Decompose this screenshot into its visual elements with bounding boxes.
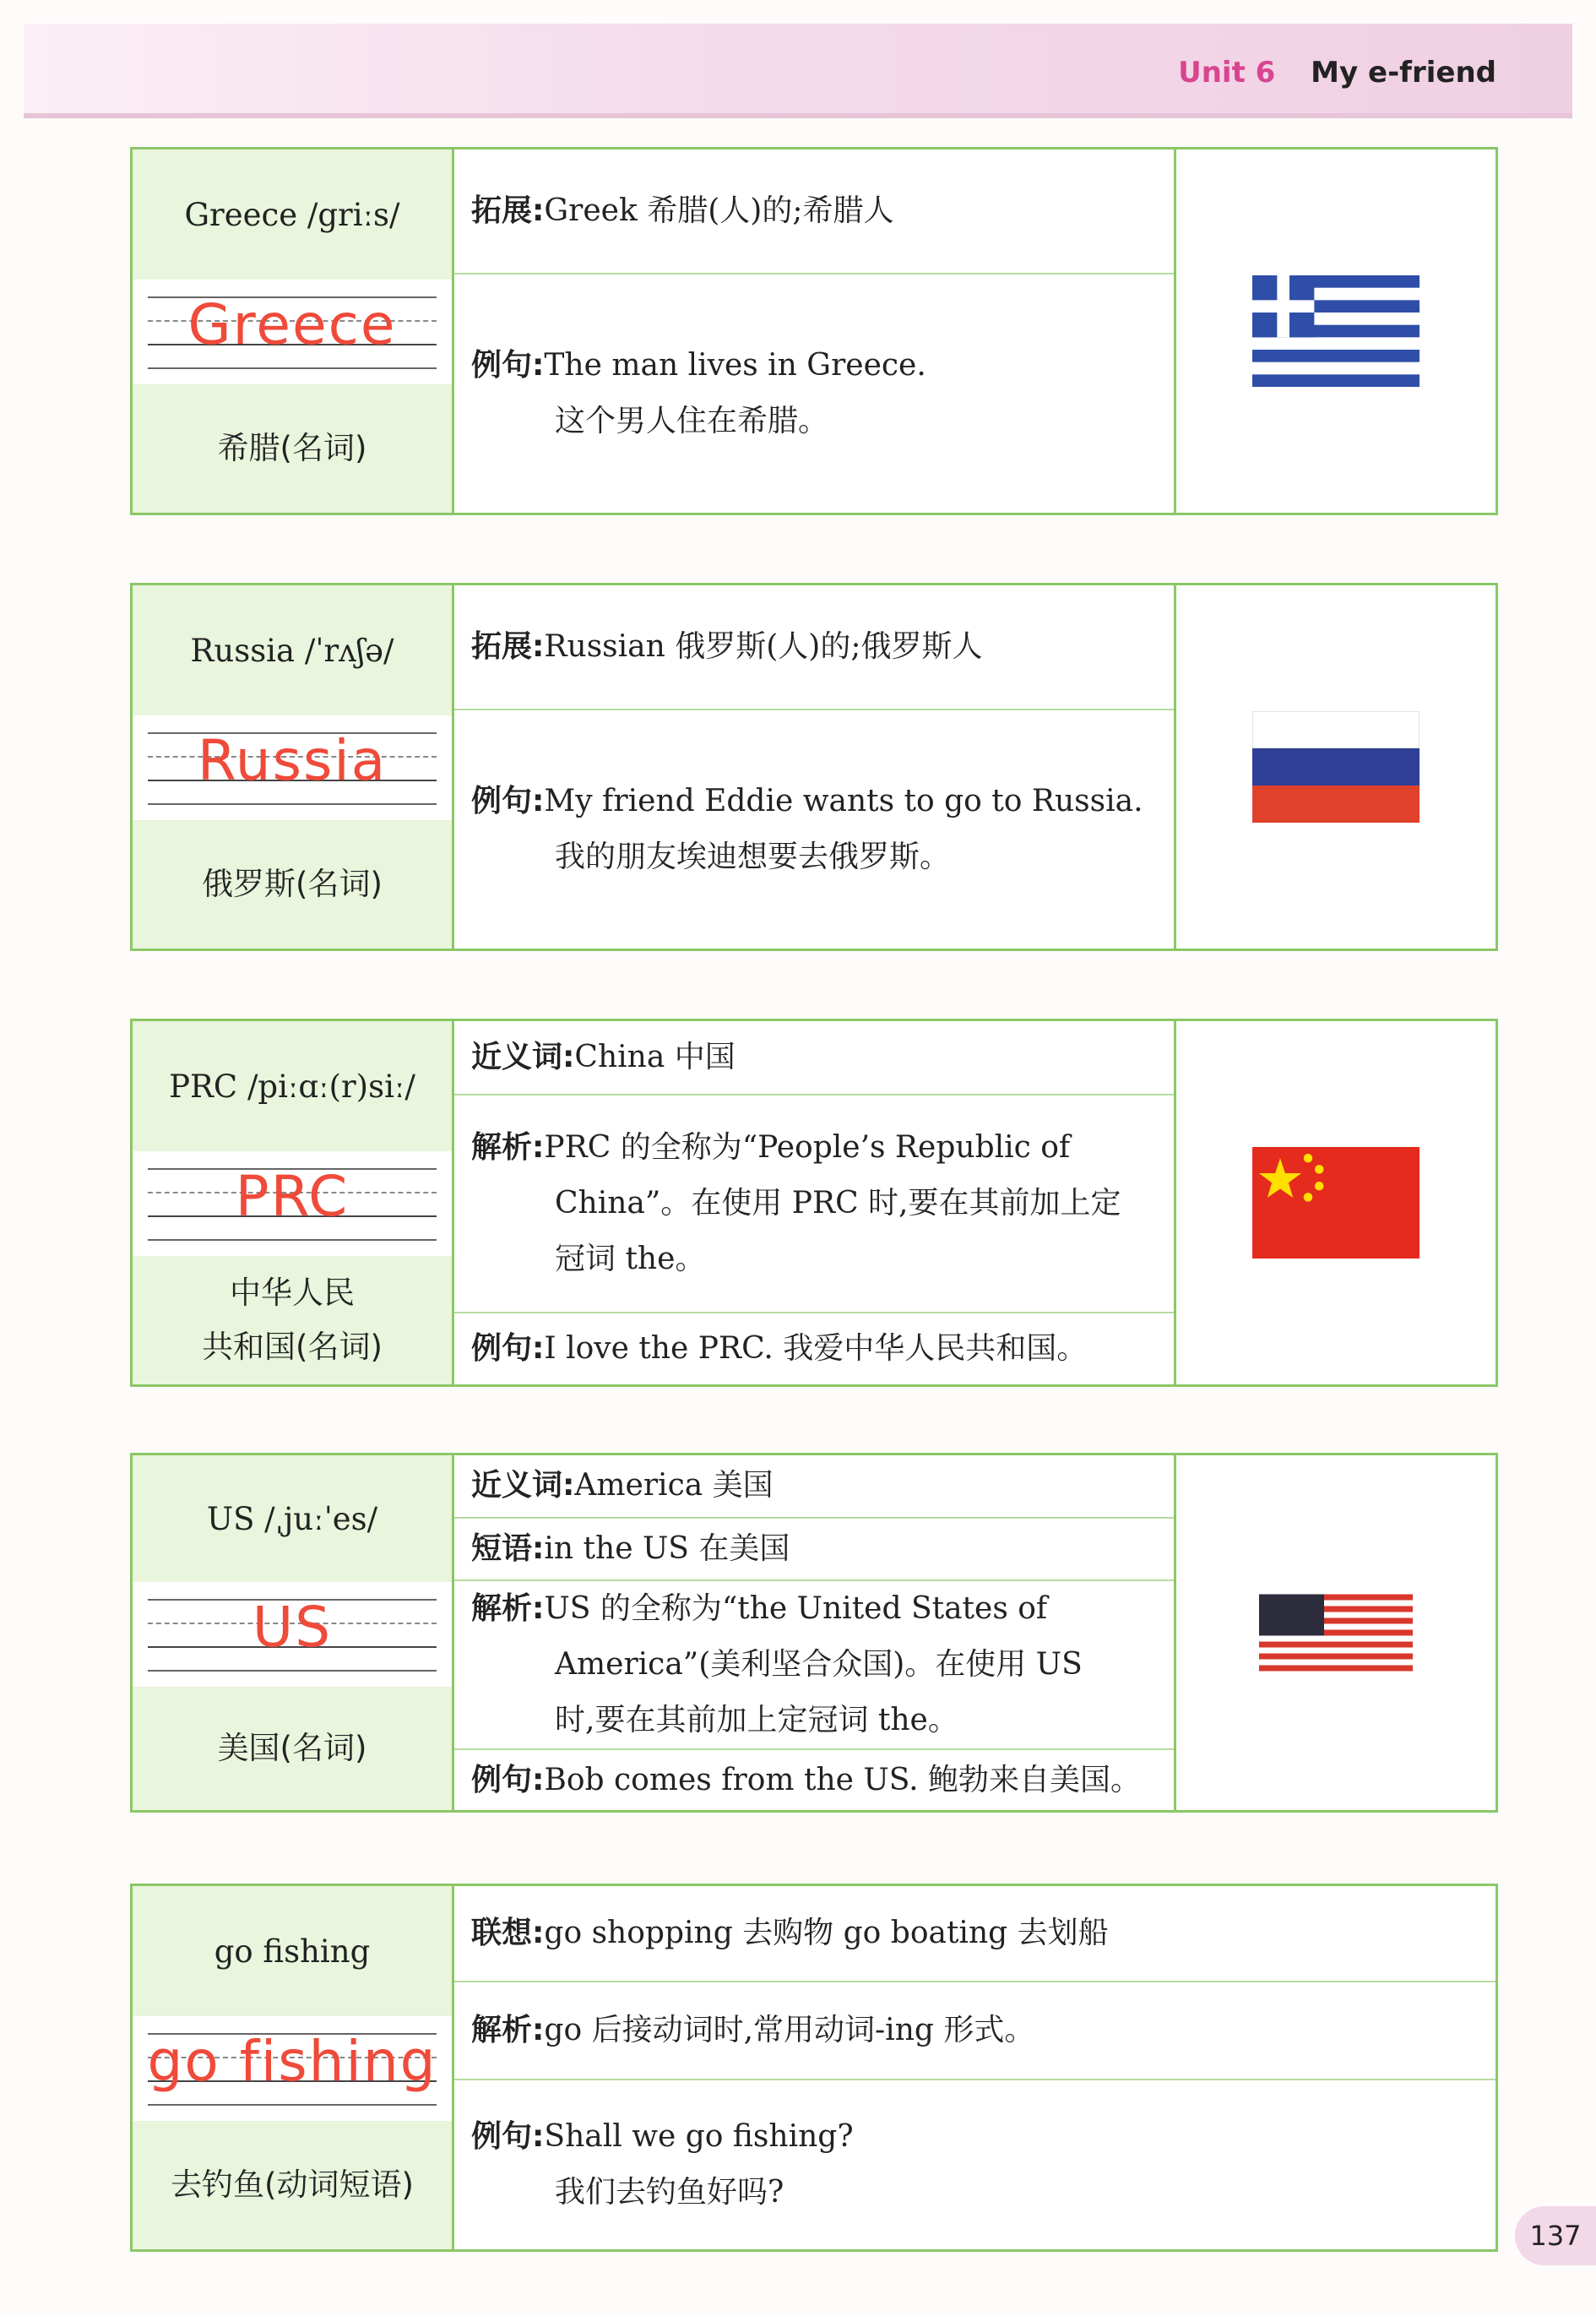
info-column — [454, 585, 1176, 949]
header-title — [1178, 56, 1496, 90]
info-column — [454, 1886, 1496, 2249]
word-column — [133, 585, 454, 949]
word-meaning: 美国(名词) — [217, 1730, 367, 1766]
flag-column — [1176, 585, 1496, 949]
info-row-analysis: 解析:PRC 的全称为“People’s Republic of China”。在使用 PRC 时,要在其前加上定 冠词 the。 — [454, 1095, 1174, 1313]
handwritten-word: Russia — [197, 728, 388, 793]
info-row-synonym: 近义词:America 美国 — [454, 1455, 1174, 1519]
info-row-analysis: 解析:go 后接动词时,常用动词-ing 形式。 — [454, 1982, 1496, 2080]
info-row-extension: 拓展:Greek 希腊(人)的;希腊人 — [454, 150, 1174, 275]
unit-label: Unit 6 — [1178, 56, 1276, 90]
info-row-example: 例句:Bob comes from the US. 鲍勃来自美国。 — [471, 1762, 1142, 1797]
writing-lines — [133, 1582, 452, 1687]
handwritten-word: Greece — [187, 292, 397, 357]
word-column — [133, 1455, 454, 1810]
pronunciation: Greece /griːs/ — [184, 196, 400, 233]
info-row-example: 例句:I love the PRC. 我爱中华人民共和国。 — [471, 1331, 1088, 1366]
writing-lines — [133, 280, 452, 384]
info-row-example: 例句:My friend Eddie wants to go to Russia. 我的朋友埃迪想要去俄罗斯。 — [471, 784, 1143, 874]
info-column — [454, 150, 1176, 513]
pronunciation: PRC /piːɑː(r)siː/ — [169, 1068, 415, 1105]
info-column — [454, 1021, 1176, 1384]
info-row-association: 联想:go shopping 去购物 go boating 去划船 — [454, 1886, 1496, 1982]
info-row-example: 例句:Shall we go fishing? 我们去钓鱼好吗? — [471, 2119, 854, 2210]
vocab-card-go-fishing — [130, 1884, 1498, 2252]
flag-column — [1176, 150, 1496, 513]
info-row-extension: 拓展:Russian 俄罗斯(人)的;俄罗斯人 — [454, 585, 1174, 710]
info-row-example: 例句:The man lives in Greece. 这个男人住在希腊。 — [471, 348, 926, 438]
word-meaning: 中华人民 共和国(名词) — [202, 1275, 383, 1365]
info-row-synonym: 近义词:China 中国 — [454, 1021, 1174, 1095]
flag-column — [1176, 1455, 1496, 1810]
info-row-phrase: 短语:in the US 在美国 — [454, 1519, 1174, 1582]
handwritten-word: go fishing — [147, 2029, 437, 2094]
page-number: 137 — [1515, 2206, 1596, 2265]
handwritten-word: US — [252, 1595, 333, 1660]
writing-lines — [133, 2016, 452, 2121]
vocab-card-russia — [130, 583, 1498, 951]
info-column — [454, 1455, 1176, 1810]
word-meaning: 去钓鱼(动词短语) — [171, 2166, 414, 2203]
word-meaning: 希腊(名词) — [217, 430, 367, 466]
word-column — [133, 150, 454, 513]
greece-flag-icon — [1252, 275, 1420, 387]
vocab-card-prc — [130, 1019, 1498, 1387]
pronunciation: US /ˌjuːˈes/ — [206, 1500, 378, 1537]
page-header — [24, 24, 1572, 118]
flag-column — [1176, 1021, 1496, 1384]
pronunciation: Russia /ˈrʌʃə/ — [190, 632, 394, 669]
word-column — [133, 1021, 454, 1384]
unit-title: My e-friend — [1311, 56, 1496, 90]
pronunciation: go fishing — [214, 1933, 371, 1970]
word-meaning: 俄罗斯(名词) — [202, 866, 383, 902]
vocab-card-greece — [130, 147, 1498, 515]
writing-lines — [133, 1151, 452, 1256]
china-flag-icon — [1252, 1147, 1420, 1259]
us-flag-icon — [1259, 1592, 1413, 1673]
word-column — [133, 1886, 454, 2249]
vocab-card-us — [130, 1453, 1498, 1813]
russia-flag-icon — [1252, 711, 1420, 823]
writing-lines — [133, 715, 452, 820]
handwritten-word: PRC — [235, 1164, 350, 1229]
info-row-analysis: 解析:US 的全称为“the United States of America”(美利坚合众国)。在使用 US 时,要在其前加上定冠词 the。 — [454, 1581, 1174, 1750]
